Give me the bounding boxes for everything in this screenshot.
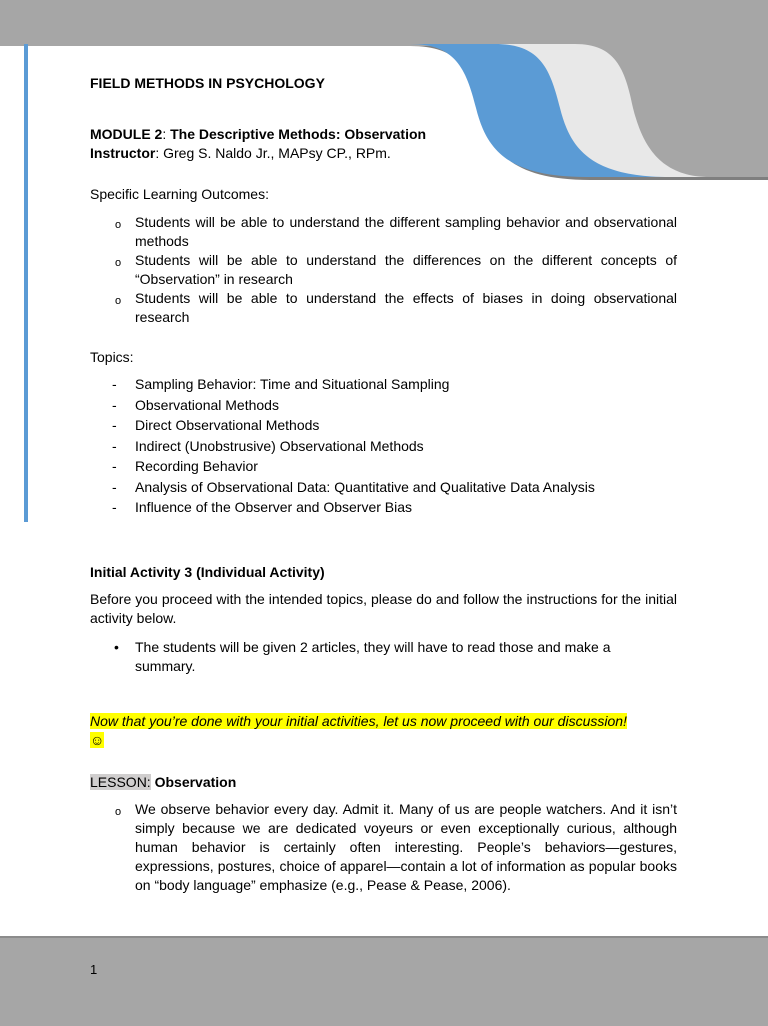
lesson-title: Observation [150, 774, 237, 790]
dash-bullet-icon: - [112, 499, 117, 515]
topics-heading: Topics: [90, 349, 134, 365]
circle-bullet-icon: o [115, 257, 122, 269]
module-line [90, 125, 677, 144]
outcomes-list [90, 213, 677, 327]
instructor-value: : Greg S. Naldo Jr., MAPsy CP., RPm. [155, 145, 391, 161]
page-number: 1 [90, 962, 98, 977]
smiley-icon: ☺ [90, 732, 105, 748]
activity-intro: Before you proceed with the intended topics, please do and follow the instructions for the initial activity below. [90, 591, 677, 626]
list-item: - Observational Methods [112, 396, 279, 413]
instructor-label: Instructor [90, 145, 156, 161]
dash-bullet-icon: - [112, 458, 117, 474]
list-item: • The students will be given 2 articles, they will have to read those and make a summary. [114, 639, 611, 674]
transition-note [90, 712, 677, 750]
dash-bullet-icon: - [112, 417, 117, 433]
list-item: - Recording Behavior [112, 458, 258, 474]
module-title: The Descriptive Methods: Observation [170, 126, 427, 142]
outcomes-heading: Specific Learning Outcomes: [90, 186, 269, 202]
transition-text: Now that you’re done with your initial activities, let us now proceed with our discussion! [90, 713, 627, 729]
list-item: o Students will be able to understand the effects of biases in doing observational research [115, 290, 677, 325]
dash-bullet-icon: - [112, 478, 117, 495]
lesson-label: LESSON: [90, 774, 151, 790]
list-item: - Analysis of Observational Data: Quantitative and Qualitative Data Analysis [112, 478, 595, 495]
module-sep: : [162, 126, 171, 142]
dot-bullet-icon: • [114, 639, 119, 655]
circle-bullet-icon: o [115, 806, 122, 818]
course-title: FIELD METHODS IN PSYCHOLOGY [90, 75, 325, 91]
dash-bullet-icon: - [112, 376, 117, 392]
list-item: o Students will be able to understand the different sampling behavior and observational methods [115, 214, 677, 249]
list-item: - Direct Observational Methods [112, 417, 320, 433]
activity-heading: Initial Activity 3 (Individual Activity) [90, 564, 325, 580]
topics-list [90, 375, 677, 519]
activity-list [90, 638, 650, 676]
instructor-line [90, 144, 677, 163]
list-item: - Influence of the Observer and Observer Bias [112, 499, 413, 515]
lesson-list [90, 800, 677, 895]
list-item: o We observe behavior every day. Admit it. Many of us are people watchers. And it isn’t simply because we are dedicated voyeurs or even exceptionally curious, although human behavior is certainly often interesting. People’s behaviors—gestures, expressions, postures, choice of apparel—contain a lot of information as popular books on “body language” emphasize (e.g., Pease & Pease, 2006). [115, 801, 677, 893]
decorative-wave-graphic [400, 40, 768, 185]
circle-bullet-icon: o [115, 219, 122, 231]
lesson-heading [90, 773, 677, 792]
list-item: - Sampling Behavior: Time and Situational Sampling [112, 376, 450, 392]
dash-bullet-icon: - [112, 437, 117, 454]
module-label: MODULE 2 [90, 126, 163, 142]
circle-bullet-icon: o [115, 295, 122, 307]
list-item: - Indirect (Unobstrusive) Observational Methods [112, 437, 424, 454]
dash-bullet-icon: - [112, 396, 117, 413]
footer-band [0, 936, 768, 1026]
list-item: o Students will be able to understand the differences on the different concepts of “Observation” in research [115, 252, 677, 287]
left-accent-line [24, 44, 28, 522]
